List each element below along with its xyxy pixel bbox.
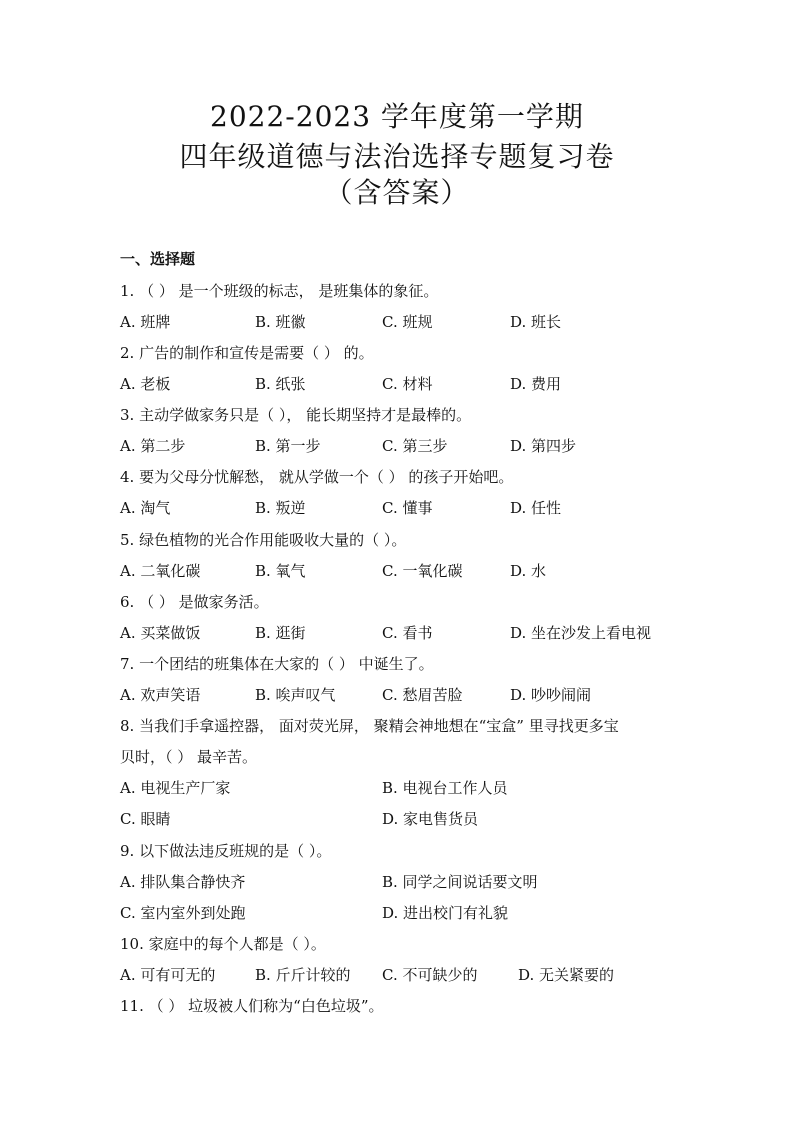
option-b: B. 第一步 — [255, 437, 321, 455]
option-a: A. 淘气 — [120, 499, 171, 517]
question-4: 4. 要为父母分忧解愁， 就从学做一个（ ） 的孩子开始吧。 — [120, 468, 514, 486]
option-c: C. 一氧化碳 — [382, 562, 463, 580]
option-b: B. 电视台工作人员 — [382, 779, 508, 797]
exam-answer-note: （含答案） — [324, 176, 470, 209]
option-a: A. 欢声笑语 — [120, 686, 201, 704]
question-2: 2. 广告的制作和宣传是需要（ ） 的。 — [120, 344, 374, 362]
option-b: B. 斤斤计较的 — [255, 966, 351, 984]
option-a: A. 可有可无的 — [120, 966, 216, 984]
question-9-options-row1 — [120, 871, 680, 893]
option-d: D. 费用 — [510, 375, 562, 393]
option-d: D. 家电售货员 — [382, 810, 479, 828]
question-6: 6. （ ） 是做家务活。 — [120, 593, 269, 611]
option-d: D. 无关紧要的 — [518, 966, 615, 984]
option-a: A. 老板 — [120, 375, 171, 393]
question-7-options — [120, 684, 680, 706]
option-b: B. 班徽 — [255, 313, 306, 331]
question-11: 11. （ ） 垃圾被人们称为“白色垃圾”。 — [120, 997, 384, 1015]
option-b: B. 叛逆 — [255, 499, 306, 517]
option-a: A. 二氧化碳 — [120, 562, 201, 580]
question-10: 10. 家庭中的每个人都是（ ）。 — [120, 935, 326, 953]
option-b: B. 唉声叹气 — [255, 686, 336, 704]
option-a: A. 买菜做饭 — [120, 624, 201, 642]
option-d: D. 吵吵闹闹 — [510, 686, 592, 704]
option-c: C. 愁眉苦脸 — [382, 686, 463, 704]
option-b: B. 纸张 — [255, 375, 306, 393]
option-d: D. 坐在沙发上看电视 — [510, 624, 652, 642]
option-c: C. 第三步 — [382, 437, 448, 455]
question-5: 5. 绿色植物的光合作用能吸收大量的（ ）。 — [120, 531, 407, 549]
option-c: C. 室内室外到处跑 — [120, 904, 246, 922]
exam-subject-title: 四年级道德与法治选择专题复习卷 — [179, 140, 615, 173]
question-4-options — [120, 497, 680, 519]
option-d: D. 进出校门有礼貌 — [382, 904, 509, 922]
question-6-options — [120, 622, 680, 644]
option-d: D. 任性 — [510, 499, 562, 517]
option-a: A. 第二步 — [120, 437, 186, 455]
option-c: C. 班规 — [382, 313, 433, 331]
question-8-options-row1 — [120, 777, 680, 799]
option-c: C. 不可缺少的 — [382, 966, 478, 984]
question-9-options-row2 — [120, 902, 680, 924]
option-b: B. 逛街 — [255, 624, 306, 642]
question-7: 7. 一个团结的班集体在大家的（ ） 中诞生了。 — [120, 655, 434, 673]
section-title: 一、选择题 — [120, 250, 196, 268]
exam-year-title: 2022-2023 学年度第一学期 — [210, 100, 584, 133]
option-a: A. 排队集合静快齐 — [120, 873, 246, 891]
option-c: C. 眼睛 — [120, 810, 171, 828]
question-10-options — [120, 964, 680, 986]
question-1: 1. （ ） 是一个班级的标志， 是班集体的象征。 — [120, 282, 439, 300]
question-2-options — [120, 373, 680, 395]
question-1-options — [120, 311, 680, 333]
option-a: A. 班牌 — [120, 313, 171, 331]
option-d: D. 第四步 — [510, 437, 577, 455]
option-c: C. 看书 — [382, 624, 433, 642]
option-b: B. 氧气 — [255, 562, 306, 580]
option-b: B. 同学之间说话要文明 — [382, 873, 538, 891]
question-8: 8. 当我们手拿遥控器， 面对荧光屏， 聚精会神地想在“宝盒” 里寻找更多宝 — [120, 717, 619, 735]
option-c: C. 懂事 — [382, 499, 433, 517]
question-8-continued: 贝时，（ ） 最辛苦。 — [120, 748, 258, 766]
option-c: C. 材料 — [382, 375, 433, 393]
question-3-options — [120, 435, 680, 457]
question-8-options-row2 — [120, 808, 680, 830]
option-d: D. 水 — [510, 562, 547, 580]
option-d: D. 班长 — [510, 313, 562, 331]
question-5-options — [120, 560, 680, 582]
question-3: 3. 主动学做家务只是（ ）， 能长期坚持才是最棒的。 — [120, 406, 472, 424]
question-9: 9. 以下做法违反班规的是（ ）。 — [120, 842, 332, 860]
option-a: A. 电视生产厂家 — [120, 779, 231, 797]
